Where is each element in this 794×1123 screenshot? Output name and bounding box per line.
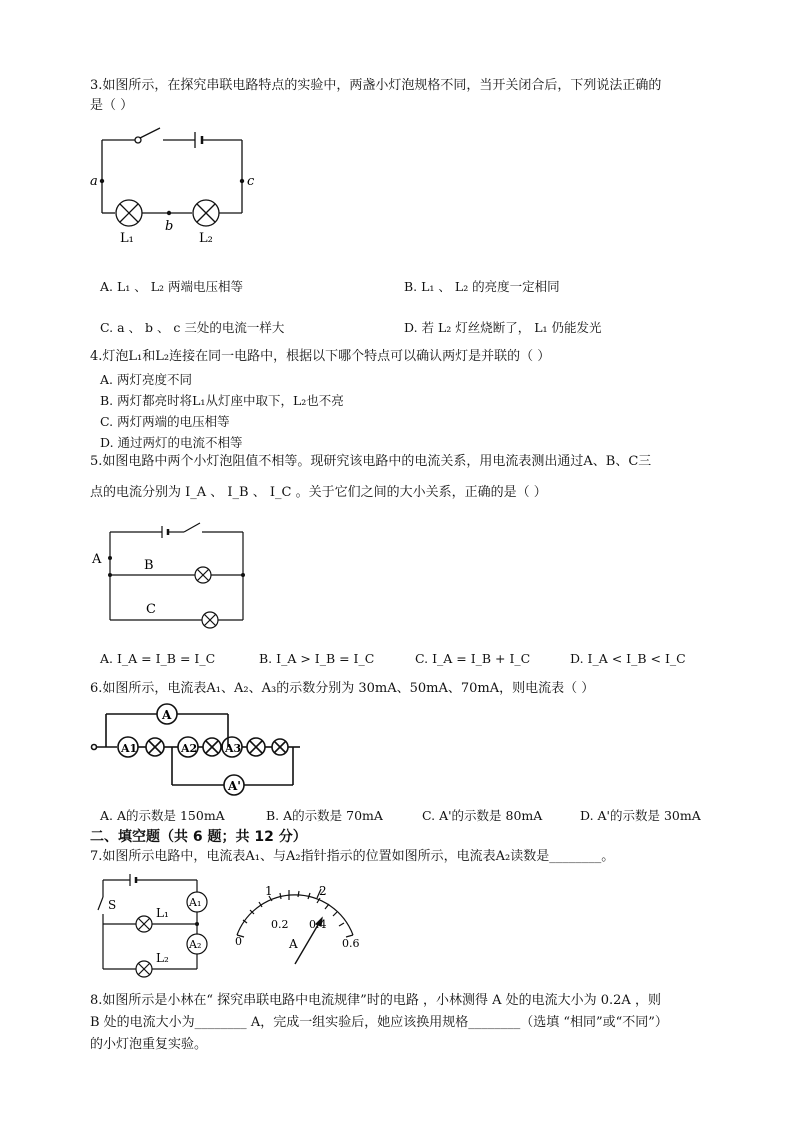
q5-stem-line1: 5.如图电路中两个小灯泡阻值不相等。现研究该电路中的电流关系，用电流表测出通过A、B、C三 [90,454,652,469]
label-l1: L₁ [120,231,134,246]
label-l1: L₁ [156,906,169,920]
q5-circuit-diagram [88,520,253,635]
q3-circuit-diagram [85,118,265,253]
q3-option-d: D. 若 L₂ 灯丝烧断了， L₁ 仍能发光 [404,320,602,335]
q5-option-b: B. I_A > I_B = I_C [259,651,375,666]
meter-a3-label: A3 [225,742,242,755]
meter-a2-label: A₂ [189,938,202,951]
label-A: A [92,552,102,567]
meter-a-prime-label: A' [228,779,241,793]
q8-line2: B 处的电流大小为________ A，完成一组实验后，她应该换用规格________（选填 “相同”或“不同”） [90,1015,668,1030]
q4-option-b: B. 两灯都亮时将L₁从灯座中取下，L₂也不亮 [100,393,344,408]
label-B: B [144,558,154,573]
q3-option-c: C. a 、 b 、 c 三处的电流一样大 [100,320,285,335]
q8-line1: 8.如图所示是小林在“ 探究串联电路中电流规律”时的电路 ，小林测得 A 处的电流大小为 0.2A ，则 [90,993,661,1008]
section-2-title: 二、填空题（共 6 题；共 12 分） [90,829,307,845]
dial-arc [237,895,353,935]
dial-ticks [237,889,353,937]
q3-stem-line1: 3.如图所示，在探究串联电路特点的实验中，两盏小灯泡规格不同，当开关闭合后，下列说法正确的 [90,78,662,93]
q5-option-d: D. I_A < I_B < I_C [570,651,686,666]
label-s: S [108,898,117,912]
q4-option-c: C. 两灯两端的电压相等 [100,414,230,429]
q5-stem-line2: 点的电流分别为 I_A 、 I_B 、 I_C 。关于它们之间的大小关系，正确的是（ ） [90,485,547,500]
dial-bottom-02: 0.2 [271,918,289,931]
q7-ammeter-dial [225,880,365,970]
q5-option-c: C. I_A = I_B + I_C [415,651,531,666]
q3-option-a: A. L₁ 、 L₂ 两端电压相等 [100,279,244,294]
meter-a1-label: A₁ [189,896,202,909]
q6-option-d: D. A'的示数是 30mA [580,808,701,823]
label-a: a [90,174,98,189]
label-l2: L₂ [156,951,169,965]
q7-circuit-diagram [90,872,215,977]
label-b: b [165,219,174,234]
dial-bottom-04: 0.4 [309,918,327,931]
q3-stem-line2: 是（ ） [90,98,134,113]
switch-blade [140,128,160,138]
q3-option-b: B. L₁ 、 L₂ 的亮度一定相同 [404,279,560,294]
q6-option-b: B. A的示数是 70mA [266,808,383,823]
label-l2: L₂ [199,231,213,246]
q4-option-a: A. 两灯亮度不同 [100,372,192,387]
q4-stem: 4.灯泡L₁和L₂连接在同一电路中，根据以下哪个特点可以确认两灯是并联的（ ） [90,349,551,364]
label-C: C [146,602,156,617]
dial-bottom-06: 0.6 [342,937,360,950]
q6-stem: 6.如图所示，电流表A₁、A₂、A₃的示数分别为 30mA、50mA、70mA，则电流表（ ） [90,681,595,696]
q7-stem: 7.如图所示电路中，电流表A₁、与A₂指针指示的位置如图所示，电流表A₂读数是________。 [90,849,615,864]
q5-option-a: A. I_A = I_B = I_C [100,651,216,666]
dial-top-2: 2 [319,884,327,898]
q6-circuit-diagram [88,700,303,800]
meter-a2-label: A2 [181,742,198,755]
label-c: c [247,174,255,189]
q6-option-c: C. A'的示数是 80mA [422,808,543,823]
meter-a-label: A [162,708,172,722]
dial-top-1: 1 [265,884,273,898]
q6-option-a: A. A的示数是 150mA [100,808,225,823]
dial-bottom-0: 0 [235,935,242,948]
meter-a1-label: A1 [121,742,138,755]
dial-unit: A [289,937,298,951]
q4-option-d: D. 通过两灯的电流不相等 [100,435,243,450]
q8-line3: 的小灯泡重复实验。 [90,1037,208,1052]
